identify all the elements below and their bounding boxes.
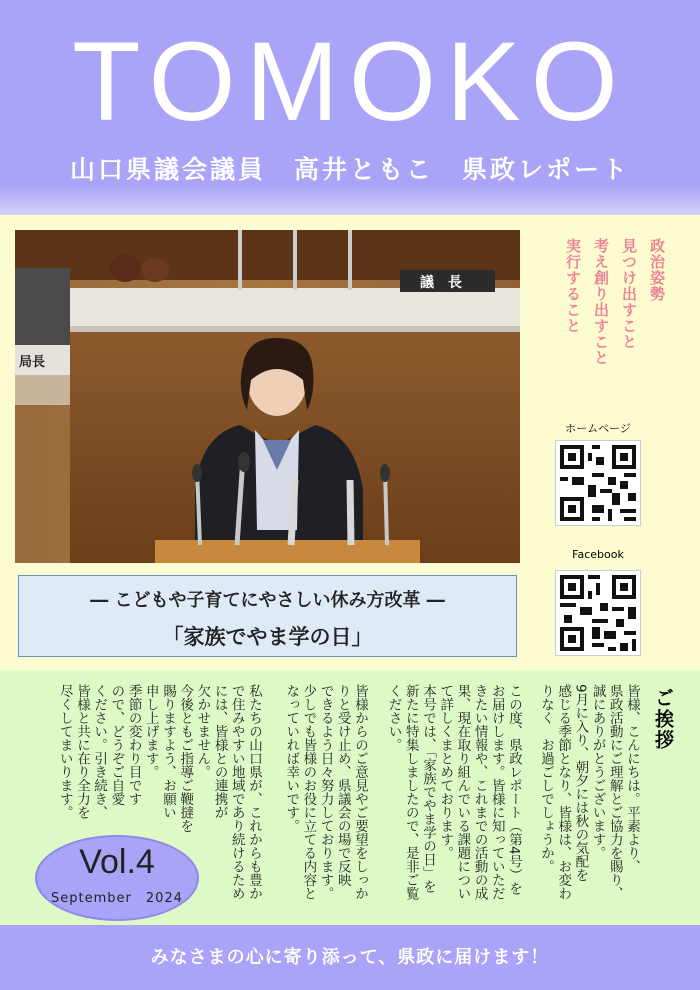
motto-line2: 考え創り出すこと xyxy=(592,238,610,366)
feature-title: 「家族でやま学の日」 xyxy=(162,625,373,649)
volume-date: September 2024 xyxy=(51,891,183,906)
qr-code-icon xyxy=(556,441,640,525)
footer-band xyxy=(0,925,700,990)
feature-subtitle: ― こどもや子育てにやさしい休み方改革 ― xyxy=(90,590,445,611)
qr-code-icon xyxy=(556,571,640,655)
volume-number: Vol.4 xyxy=(79,843,155,881)
header-band xyxy=(0,0,700,215)
greeting-paragraph-1: 皆様、こんにちは。平素より、 県政活動にご理解とご協力を賜り、 誠にありがとうございます。 9月に入り、朝夕には秋の気配を 感じる季節となり、皆様は、お変わ りなく お過ごしでしょうか。 xyxy=(537,684,640,900)
greeting-paragraph-3: 皆様からのご意見やご要望をしっか りと受け止め、県議会の場で反映 できるよう日々努力しております。 少しでも皆様のお役に立てる内容と なっていれば幸いです。 xyxy=(283,684,368,900)
motto-heading: 政治姿勢 xyxy=(648,238,666,302)
greeting-paragraph-2: この度、県政レポート（第4号）を お届けします。皆様に知っていただ きたい情報や、これまでの活動の成 果、現在取り組んでいる課題につい て詳しくまとめております。 本号では、「家族でやま学の日」を 新たに特集しましたので、是非ご覧 ください。 xyxy=(385,684,522,900)
homepage-label: ホームページ xyxy=(565,422,631,435)
motto-line1: 見つけ出すこと xyxy=(620,238,638,350)
sign-chair: 議 長 xyxy=(420,275,462,291)
greeting-paragraph-4: 私たちの山口県が、これからも豊か で住みやすい地域であり続けるため には、皆様との連携が 欠かせません。 今後ともご指導ご鞭撻を 賜りますよう、お願い 申し上げます。 季節の変わり目です ので、どうぞご自愛 ください。引き続き、 皆様と共に在り全力を 尽くしてまいります。 xyxy=(56,684,262,900)
volume-badge xyxy=(35,835,199,921)
footer-slogan: みなさまの心に寄り添って、県政に届けます！ xyxy=(150,947,550,968)
facebook-label: Facebook xyxy=(572,548,624,561)
magazine-subtitle: 山口県議会議員 高井ともこ 県政レポート xyxy=(69,155,630,184)
feature-banner xyxy=(18,575,517,657)
homepage-qr-code[interactable] xyxy=(555,440,641,526)
magazine-title: TOMOKO xyxy=(72,19,628,144)
assembly-photo xyxy=(15,230,520,563)
facebook-qr-code[interactable] xyxy=(555,570,641,656)
greeting-heading: ご挨拶 xyxy=(652,688,674,751)
motto-line3: 実行すること xyxy=(564,238,582,334)
assembly-illustration xyxy=(15,230,520,563)
sign-left: 局長 xyxy=(19,355,46,370)
